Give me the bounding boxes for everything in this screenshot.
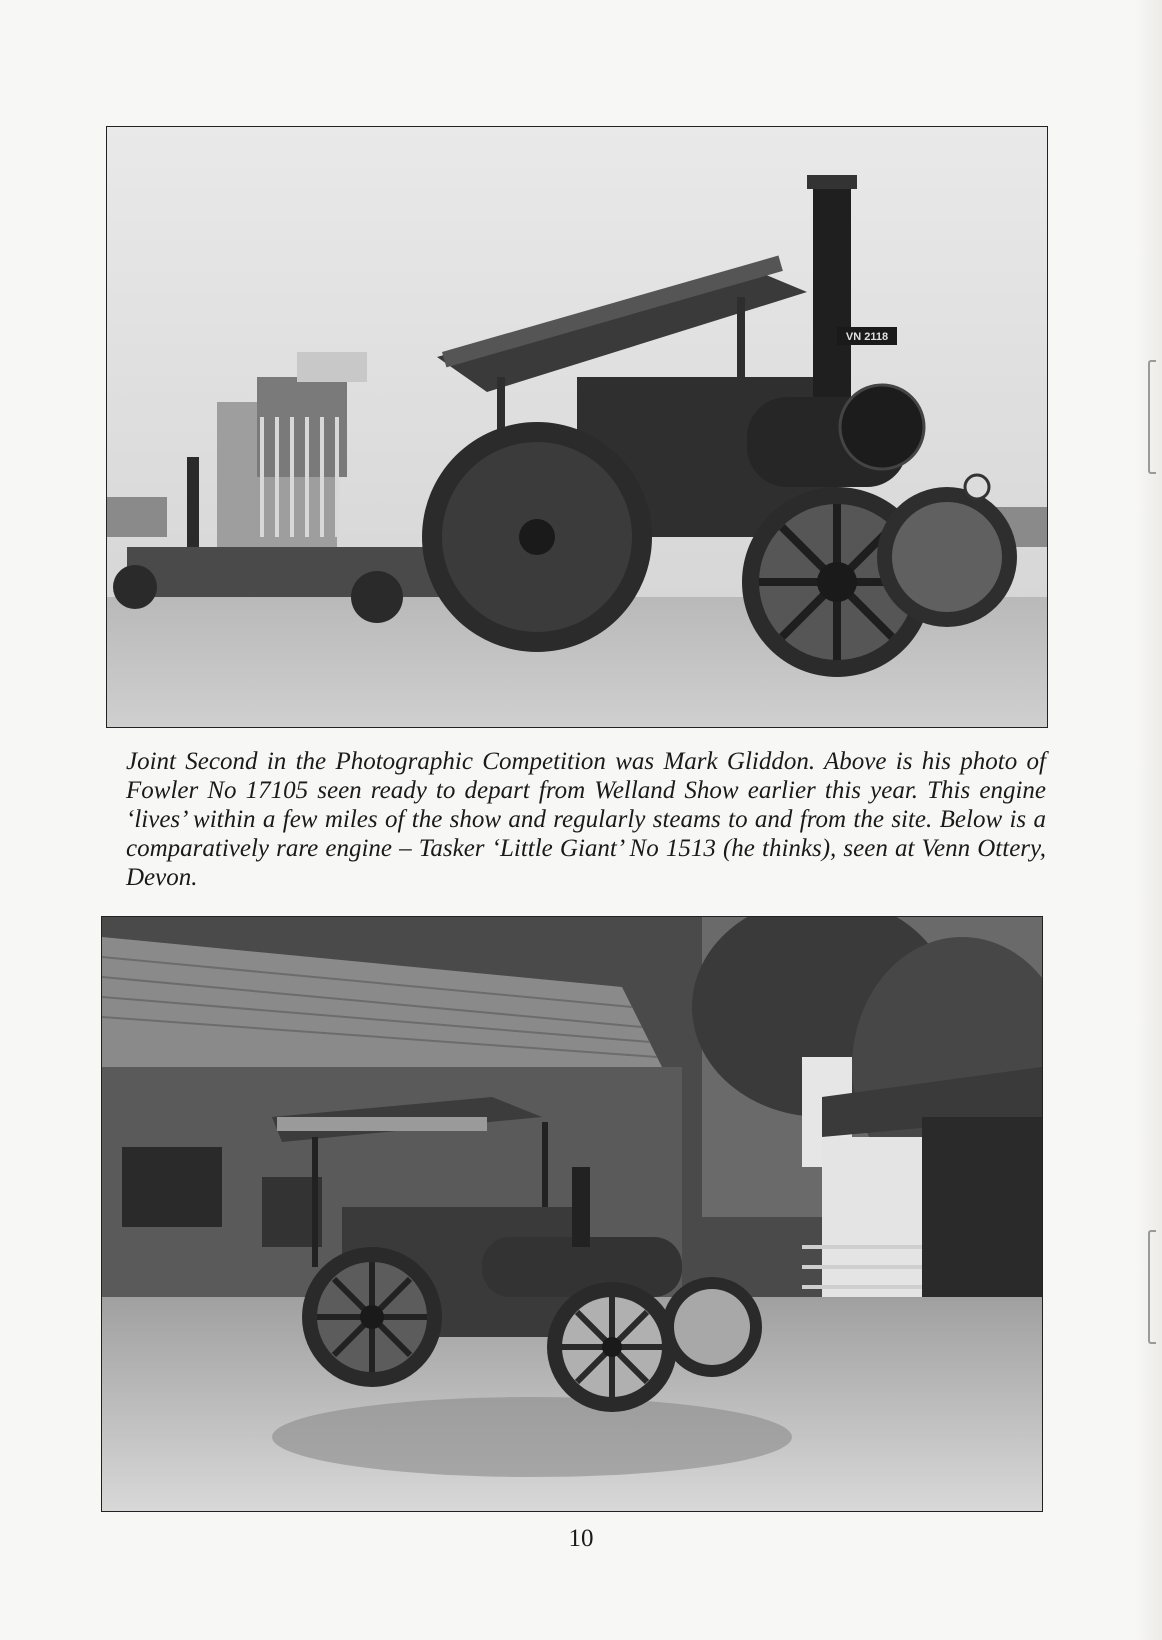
number-plate-text: VN 2118 <box>845 331 889 343</box>
page-edge-shadow <box>1136 0 1162 1640</box>
page-number: 10 <box>568 1525 594 1552</box>
fowler-engine-illustration <box>107 127 1047 727</box>
staple-mark-top <box>1148 360 1156 474</box>
staple-mark-bottom <box>1148 1230 1156 1344</box>
photo-caption: Joint Second in the Photographic Competition was Mark Gliddon. Above is his photo of Fowler No 17105 seen ready to depart from Welland Show earlier this year. This engine ‘lives’ within a few miles of the show and regularly steams to and from the site. Below is a comparatively rare engine – Tasker ‘Little Giant’ No 1513 (he thinks), seen at Venn Ottery, Devon. <box>126 748 1046 891</box>
tasker-engine-illustration <box>102 917 1042 1511</box>
photo-tasker-little-giant <box>101 916 1043 1512</box>
photo-fowler-engine <box>106 126 1048 728</box>
